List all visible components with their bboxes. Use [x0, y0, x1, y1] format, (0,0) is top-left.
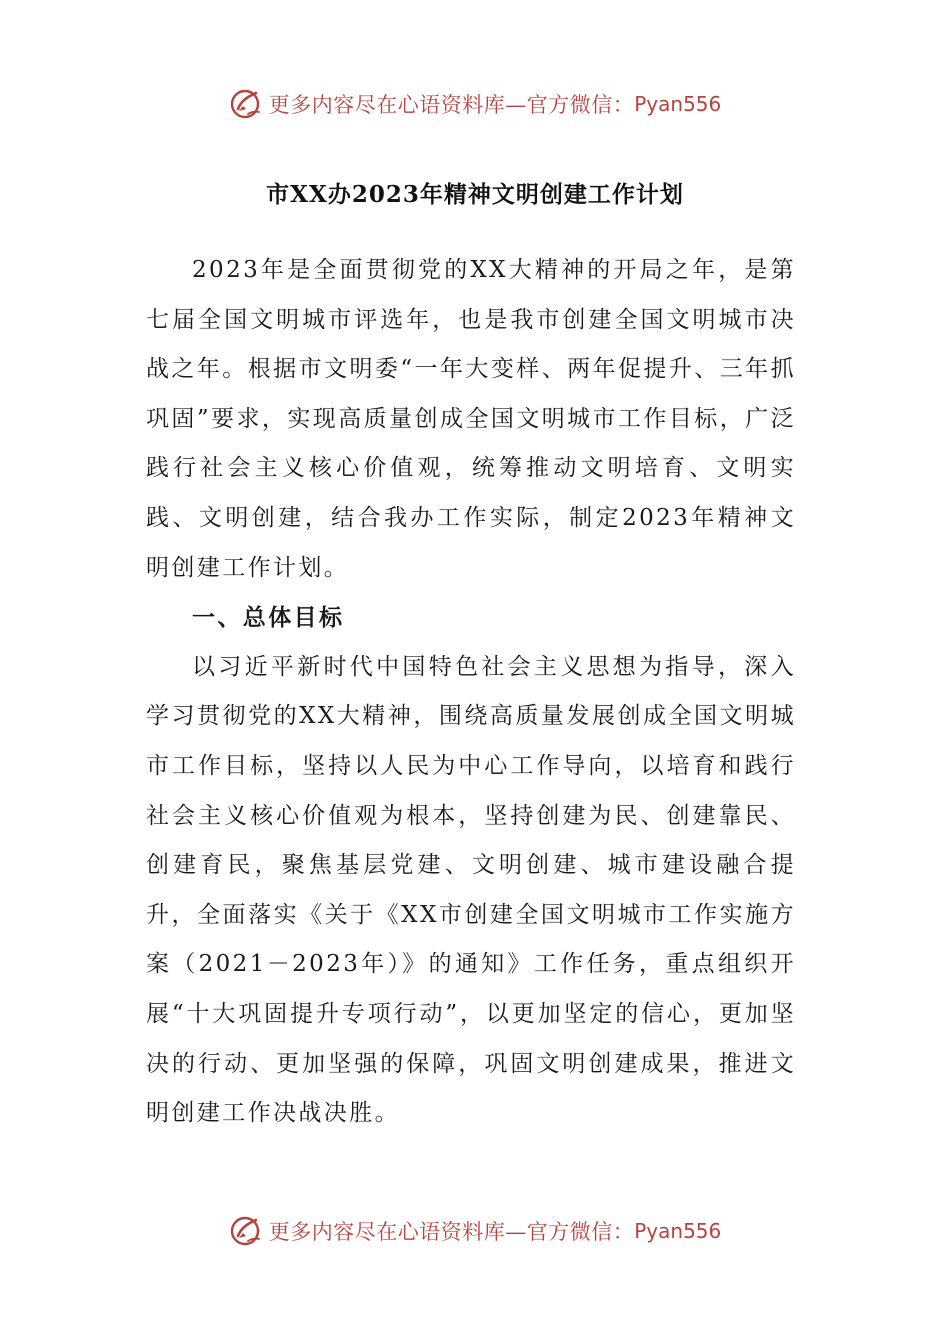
header-watermark [0, 84, 950, 124]
section-heading-overall-goal: 一、总体目标 [192, 604, 345, 632]
section-paragraph-overall-goal: 以习近平新时代中国特色社会主义思想为指导，深入学习贯彻党的XX大精神，围绕高质量发展创成全国文明城市工作目标，坚持以人民为中心工作导向，以培育和践行社会主义核心价值观为根本，坚持创建为民、创建靠民、创建育民，聚焦基层党建、文明创建、城市建设融合提升，全面落实《关于《XX市创建全国文明城市工作实施方案（2021－2023年）》的通知》工作任务，重点组织开展“十大巩固提升专项行动”，以更加坚定的信心，更加坚决的行动、更加坚强的保障，巩固文明创建成果，推进文明创建工作决战决胜。 [146, 653, 796, 1127]
footer-watermark [0, 1211, 950, 1251]
watermark-wechat-id: Pyan556 [634, 92, 722, 116]
watermark-wechat-id: Pyan556 [634, 1219, 722, 1243]
watermark-text: 更多内容尽在心语资料库—官方微信： [268, 1220, 635, 1244]
document-body [146, 246, 796, 1139]
document-title: 市XX办2023年精神文明创建工作计划 [266, 181, 684, 208]
pen-logo-icon [229, 1214, 263, 1248]
pen-logo-icon [229, 87, 263, 121]
watermark-text: 更多内容尽在心语资料库—官方微信： [268, 93, 635, 117]
intro-paragraph: 2023年是全面贯彻党的XX大精神的开局之年，是第七届全国文明城市评选年，也是我市创建全国文明城市决战之年。根据市文明委“一年大变样、两年促提升、三年抓巩固”要求，实现高质量创成全国文明城市工作目标，广泛践行社会主义核心价值观，统筹推动文明培育、文明实践、文明创建，结合我办工作实际，制定2023年精神文明创建工作计划。 [146, 257, 796, 581]
